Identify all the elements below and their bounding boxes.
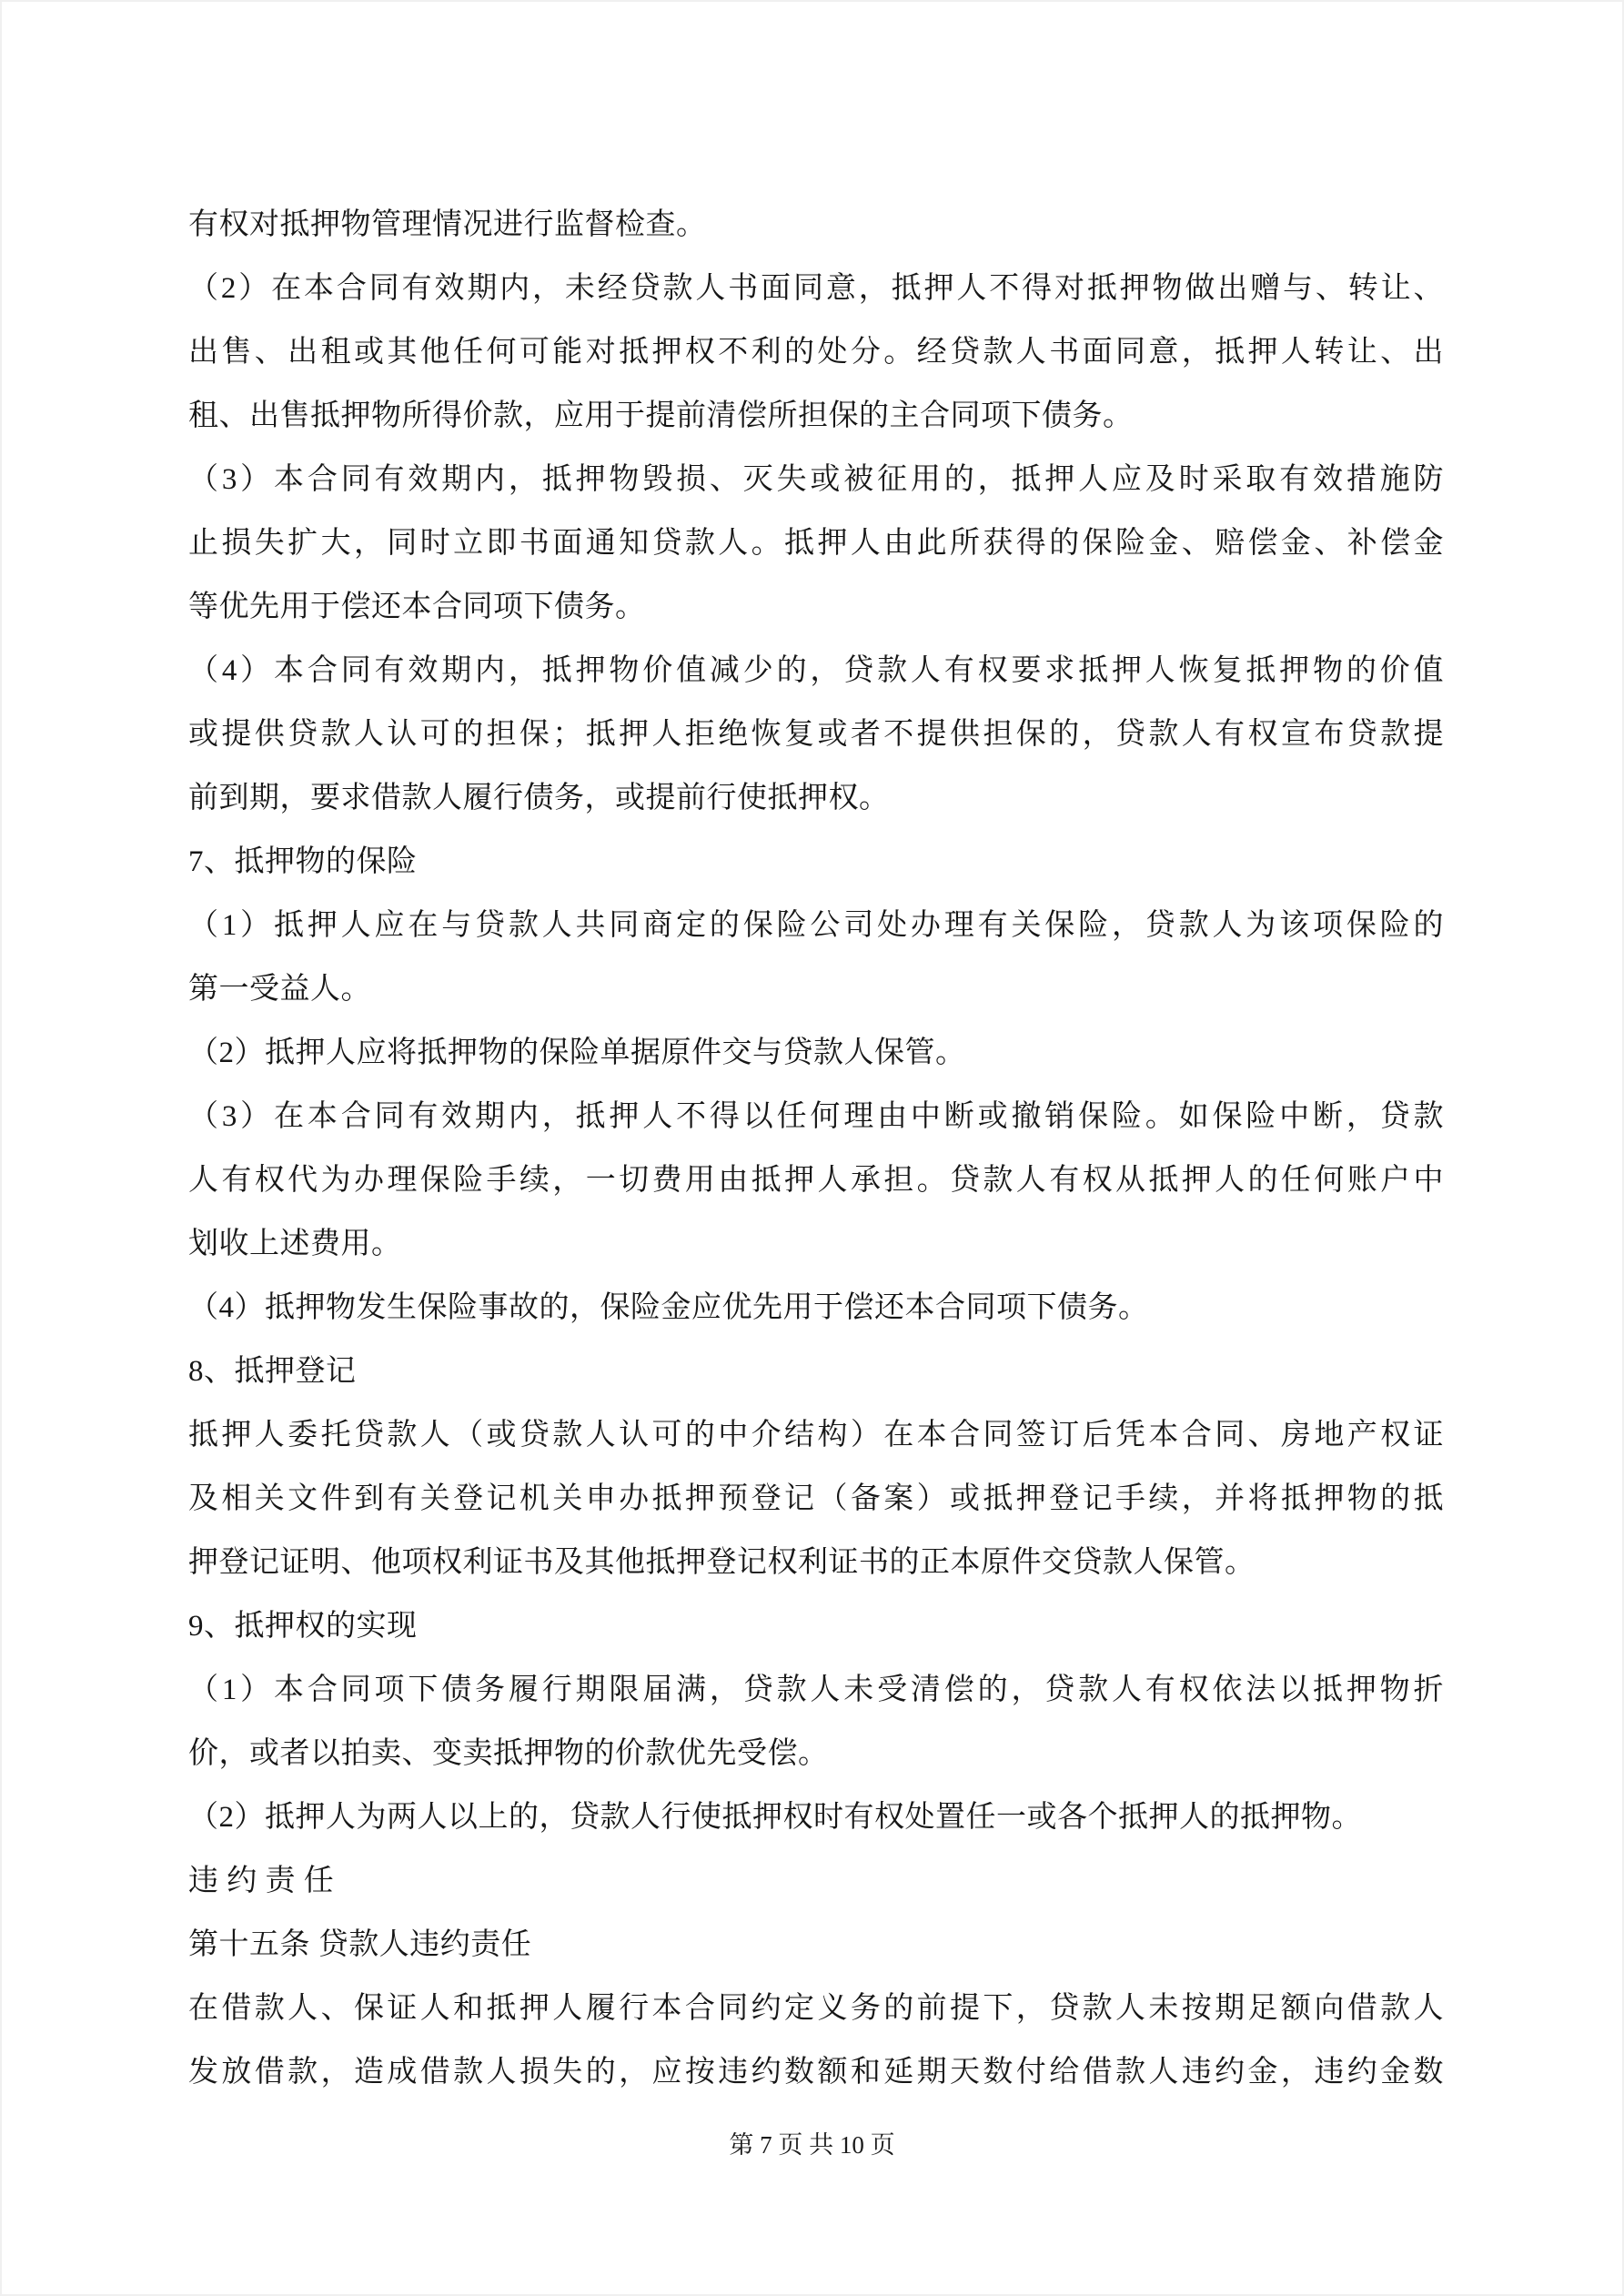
text-line-continuation: 有权对抵押物管理情况进行监督检查。 xyxy=(188,208,707,241)
text-line: （2）在本合同有效期内，未经贷款人书面同意，抵押人不得对抵押物做出赠与、转让、 xyxy=(188,272,1444,305)
text-line: （1）抵押人应在与贷款人共同商定的保险公司处办理有关保险，贷款人为该项保险的 xyxy=(188,909,1444,942)
text-line: 人有权代为办理保险手续，一切费用由抵押人承担。贷款人有权从抵押人的任何账户中 xyxy=(188,1164,1444,1197)
text-line: 发放借款，造成借款人损失的，应按违约数额和延期天数付给借款人违约金，违约金数 xyxy=(188,2056,1444,2089)
text-line: 抵押人委托贷款人（或贷款人认可的中介结构）在本合同签订后凭本合同、房地产权证 xyxy=(188,1419,1444,1451)
text-line: 租、出售抵押物所得价款，应用于提前清偿所担保的主合同项下债务。 xyxy=(188,400,1134,432)
heading-breach-liability: 违 约 责 任 xyxy=(188,1865,335,1897)
heading-article-15: 第十五条 贷款人违约责任 xyxy=(188,1928,532,1961)
text-line: 出售、出租或其他任何可能对抵押权不利的处分。经贷款人书面同意，抵押人转让、出 xyxy=(188,336,1444,369)
text-line: （3）本合同有效期内，抵押物毁损、灭失或被征用的，抵押人应及时采取有效措施防 xyxy=(188,463,1444,496)
text-line: 在借款人、保证人和抵押人履行本合同约定义务的前提下，贷款人未按期足额向借款人 xyxy=(188,1992,1444,2025)
text-line: 或提供贷款人认可的担保；抵押人拒绝恢复或者不提供担保的，贷款人有权宣布贷款提 xyxy=(188,718,1444,751)
page-number: 第 7 页 共 10 页 xyxy=(729,2131,895,2159)
text-line: （4）本合同有效期内，抵押物价值减少的，贷款人有权要求抵押人恢复抵押物的价值 xyxy=(188,654,1444,687)
text-line: 押登记证明、他项权利证书及其他抵押登记权利证书的正本原件交贷款人保管。 xyxy=(188,1546,1256,1579)
text-line: 前到期，要求借款人履行债务，或提前行使抵押权。 xyxy=(188,782,890,814)
text-line: 止损失扩大，同时立即书面通知贷款人。抵押人由此所获得的保险金、赔偿金、补偿金 xyxy=(188,527,1444,560)
text-line: 及相关文件到有关登记机关申办抵押预登记（备案）或抵押登记手续，并将抵押物的抵 xyxy=(188,1482,1444,1515)
text-line: （2）抵押人为两人以上的，贷款人行使抵押权时有权处置任一或各个抵押人的抵押物。 xyxy=(188,1801,1362,1834)
heading-clause-7: 7、抵押物的保险 xyxy=(188,845,418,878)
text-line: 第一受益人。 xyxy=(188,973,371,1006)
text-line: 等优先用于偿还本合同项下债务。 xyxy=(188,591,646,623)
heading-clause-8: 8、抵押登记 xyxy=(188,1355,357,1388)
text-line: （2）抵押人应将抵押物的保险单据原件交与贷款人保管。 xyxy=(188,1037,966,1069)
contract-body xyxy=(188,193,1444,2104)
heading-clause-9: 9、抵押权的实现 xyxy=(188,1610,418,1643)
text-line: （4）抵押物发生保险事故的，保险金应优先用于偿还本合同项下债务。 xyxy=(188,1291,1149,1324)
text-line: （3）在本合同有效期内，抵押人不得以任何理由中断或撤销保险。如保险中断，贷款 xyxy=(188,1100,1444,1133)
text-line: 划收上述费用。 xyxy=(188,1228,402,1260)
text-line: （1）本合同项下债务履行期限届满，贷款人未受清偿的，贷款人有权依法以抵押物折 xyxy=(188,1674,1444,1706)
text-line: 价，或者以拍卖、变卖抵押物的价款优先受偿。 xyxy=(188,1737,829,1770)
